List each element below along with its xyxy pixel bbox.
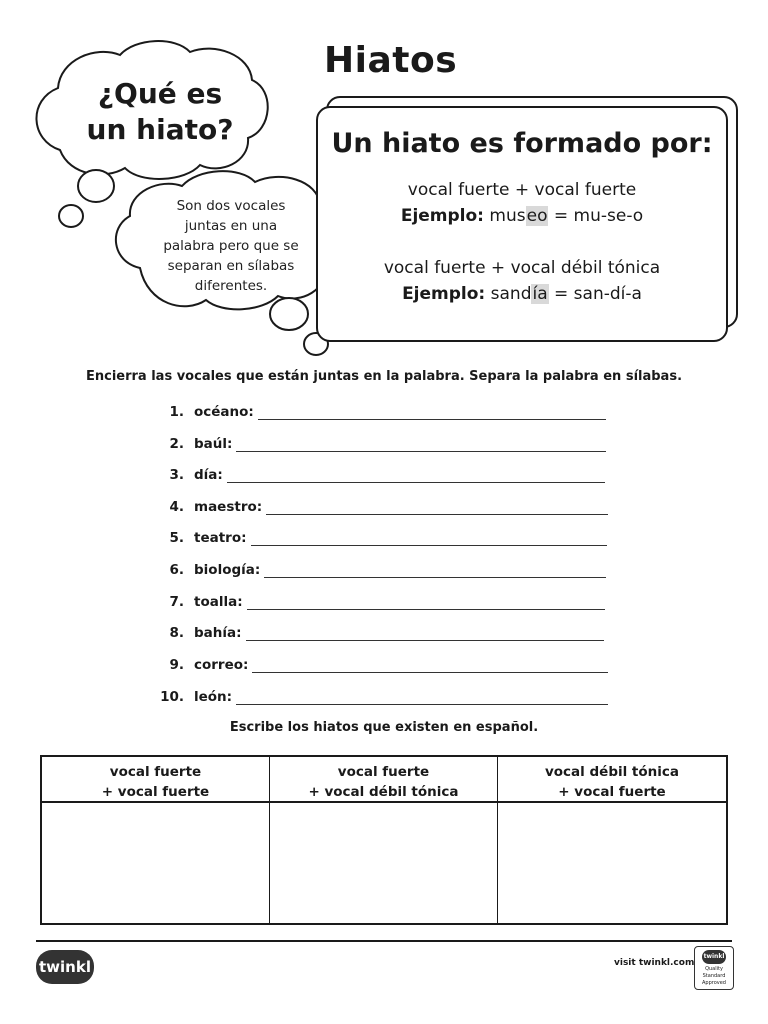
- badge-logo: twinkl: [702, 950, 726, 964]
- exercise-word: correo:: [194, 657, 249, 673]
- example-1-pre: mus: [489, 206, 526, 226]
- badge-line-1: Quality Standard: [702, 966, 726, 979]
- definition-card: [316, 106, 728, 342]
- example-2-post: = san-dí-a: [548, 284, 642, 304]
- instruction-2: Escribe los hiatos que existen en español.: [229, 720, 539, 735]
- instruction-1: Encierra las vocales que están juntas en la palabra. Separa la palabra en sílabas.: [85, 369, 683, 384]
- exercise-number: 5.: [169, 530, 184, 546]
- rule-2-block: [318, 255, 726, 307]
- exercise-word: océano:: [194, 404, 254, 420]
- table-header-1-line-2: + vocal fuerte: [101, 784, 210, 800]
- table-header-3-line-1: vocal débil tónica: [544, 764, 680, 780]
- definition-line-3: palabra pero que se: [163, 238, 299, 254]
- question-line-1: ¿Qué es: [97, 77, 223, 110]
- exercise-number: 4.: [169, 499, 184, 515]
- exercise-item-7: [150, 588, 605, 610]
- exercise-number: 10.: [160, 689, 184, 705]
- example-1-label: Ejemplo:: [400, 206, 484, 226]
- answer-line-10[interactable]: [236, 690, 608, 705]
- rule-1-block: [318, 177, 726, 229]
- definition-cloud-text: [150, 196, 312, 296]
- example-2-pre: sand: [490, 284, 532, 304]
- exercise-word: día:: [194, 467, 223, 483]
- answer-line-2[interactable]: [236, 437, 606, 452]
- exercise-word: bahía:: [194, 625, 242, 641]
- table-header-1-line-1: vocal fuerte: [109, 764, 202, 780]
- exercise-number: 6.: [169, 562, 184, 578]
- exercise-word: toalla:: [194, 594, 243, 610]
- definition-line-2: juntas en una: [184, 218, 278, 234]
- exercise-item-10: [150, 683, 608, 705]
- exercise-item-3: [150, 461, 605, 483]
- page-title: Hiatos: [324, 40, 458, 81]
- exercise-number: 3.: [169, 467, 184, 483]
- exercise-item-8: [150, 619, 604, 641]
- answer-line-8[interactable]: [246, 626, 604, 641]
- table-cell-2[interactable]: [270, 803, 498, 923]
- quality-badge: [694, 946, 734, 990]
- table-cell-1[interactable]: [42, 803, 270, 923]
- exercise-number: 8.: [169, 625, 184, 641]
- example-2-label: Ejemplo:: [402, 284, 486, 304]
- exercise-item-1: [150, 398, 606, 420]
- footer-divider: [36, 940, 732, 942]
- exercise-word: baúl:: [194, 436, 233, 452]
- twinkl-logo: twinkl: [36, 950, 94, 984]
- table-header-2: [270, 757, 498, 803]
- table-header-3: [498, 757, 726, 803]
- example-1-highlight: eo: [526, 206, 548, 226]
- table-header-3-line-2: + vocal fuerte: [558, 784, 666, 800]
- bubble-small-3: [270, 298, 308, 330]
- rule-2: vocal fuerte + vocal débil tónica: [383, 258, 661, 278]
- exercise-number: 7.: [169, 594, 184, 610]
- exercise-item-4: [150, 493, 608, 515]
- exercise-item-5: [150, 524, 607, 546]
- card-title: Un hiato es formado por:: [331, 128, 713, 159]
- example-2-highlight: ía: [532, 284, 548, 304]
- exercise-number: 1.: [169, 404, 184, 420]
- visit-link[interactable]: visit twinkl.com: [614, 958, 695, 968]
- exercise-word: biología:: [194, 562, 261, 578]
- badge-line-2: Approved: [702, 980, 726, 986]
- answer-line-7[interactable]: [247, 595, 605, 610]
- rule-1: vocal fuerte + vocal fuerte: [407, 180, 637, 200]
- example-2: [318, 281, 726, 307]
- table-header-1: [42, 757, 270, 803]
- exercise-item-9: [150, 651, 608, 673]
- example-1: [318, 203, 726, 229]
- answer-line-4[interactable]: [266, 500, 608, 515]
- table-cell-3[interactable]: [498, 803, 726, 923]
- exercise-word: teatro:: [194, 530, 247, 546]
- exercise-word: maestro:: [194, 499, 263, 515]
- question-cloud-text: [70, 76, 250, 148]
- definition-line-1: Son dos vocales: [176, 198, 286, 214]
- answer-line-5[interactable]: [251, 531, 607, 546]
- answer-line-3[interactable]: [227, 468, 605, 483]
- answer-line-1[interactable]: [258, 405, 606, 420]
- exercise-number: 2.: [169, 436, 184, 452]
- answer-line-9[interactable]: [252, 658, 608, 673]
- bubble-small-1: [78, 170, 114, 202]
- exercise-item-6: [150, 556, 606, 578]
- bubble-small-2: [59, 205, 83, 227]
- hiatos-table: [40, 755, 728, 925]
- answer-line-6[interactable]: [264, 563, 606, 578]
- definition-line-5: diferentes.: [194, 278, 268, 294]
- example-1-post: = mu-se-o: [548, 206, 644, 226]
- table-header-2-line-2: + vocal débil tónica: [308, 784, 459, 800]
- exercise-number: 9.: [169, 657, 184, 673]
- question-line-2: un hiato?: [86, 113, 234, 146]
- exercise-item-2: [150, 430, 606, 452]
- exercise-word: león:: [194, 689, 233, 705]
- table-header-2-line-1: vocal fuerte: [337, 764, 430, 780]
- definition-line-4: separan en sílabas: [167, 258, 295, 274]
